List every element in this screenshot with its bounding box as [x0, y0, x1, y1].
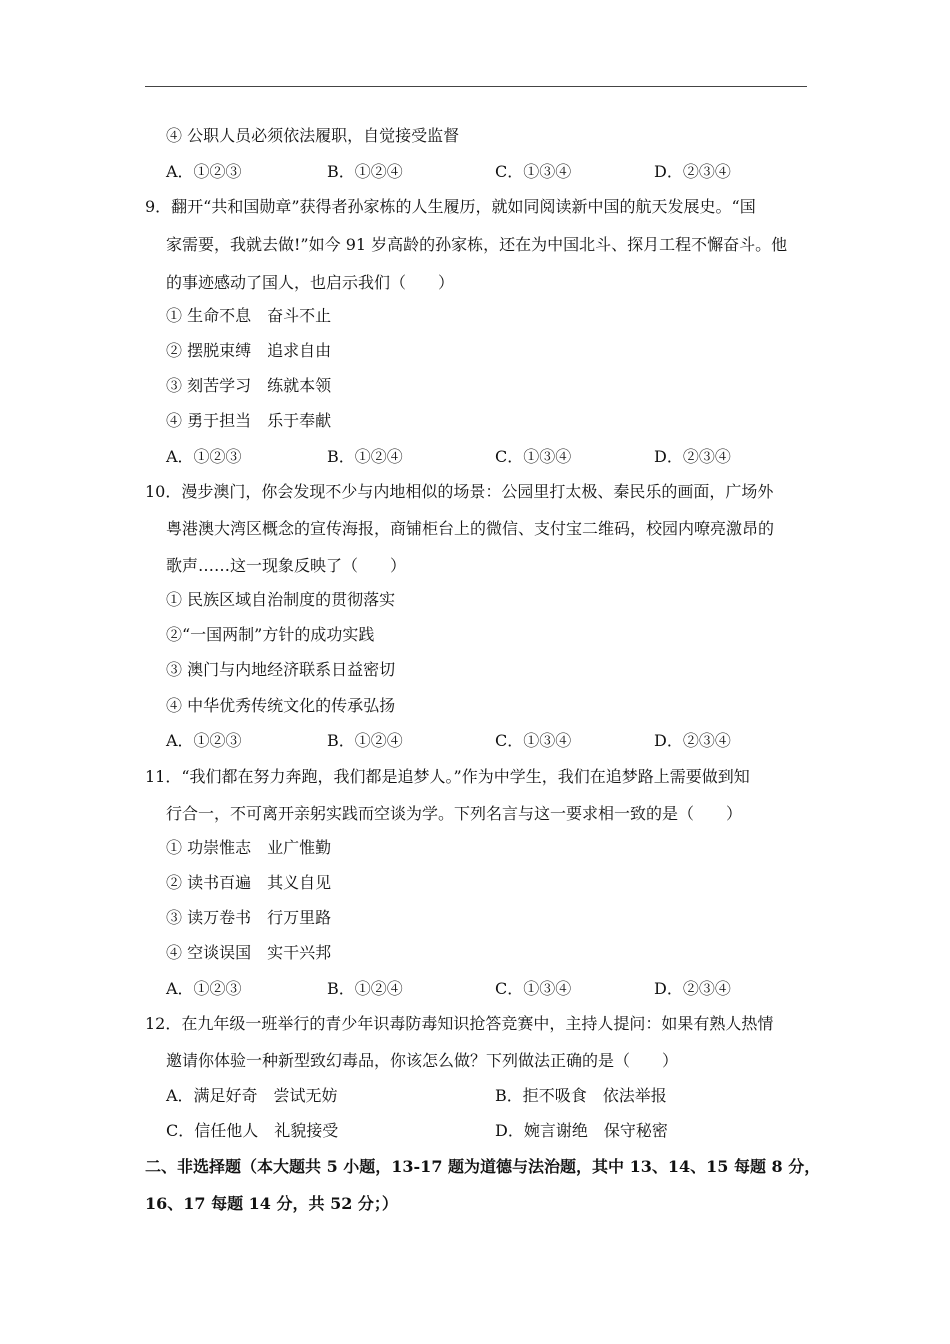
- q11-option-a: A．①②③: [166, 979, 242, 998]
- q9-option-c: C．①③④: [495, 447, 572, 466]
- q9-option-b: B．①②④: [327, 447, 403, 466]
- prev-option-b: B．①②④: [327, 162, 403, 181]
- prev-option-c: C．①③④: [495, 162, 572, 181]
- q10-item-1: ① 民族区域自治制度的贯彻落实: [166, 590, 396, 609]
- q11-stem-line-2: 行合一，不可离开亲躬实践而空谈为学。下列名言与这一要求相一致的是（ ）: [166, 804, 743, 823]
- q11-option-d: D．②③④: [654, 979, 731, 998]
- q10-item-4: ④ 中华优秀传统文化的传承弘扬: [166, 696, 396, 715]
- q9-stem-line-1: 9．翻开“共和国勋章”获得者孙家栋的人生履历，就如同阅读新中国的航天发展史。“国: [145, 197, 756, 216]
- q12-option-d: D．婉言谢绝 保守秘密: [495, 1121, 668, 1140]
- q10-option-d: D．②③④: [654, 731, 731, 750]
- q11-item-1: ① 功崇惟志 业广惟勤: [166, 838, 332, 857]
- q10-item-3: ③ 澳门与内地经济联系日益密切: [166, 660, 396, 679]
- q9-item-1: ① 生命不息 奋斗不止: [166, 306, 332, 325]
- q10-stem-line-1: 10．漫步澳门，你会发现不少与内地相似的场景：公园里打太极、秦民乐的画面，广场外: [145, 482, 774, 501]
- q10-stem-line-2: 粤港澳大湾区概念的宣传海报，商铺柜台上的微信、支付宝二维码，校园内嘹亮激昂的: [166, 519, 775, 538]
- section-2-heading-line-2: 16、17 每题 14 分，共 52 分；）: [145, 1194, 398, 1213]
- q10-stem-line-3: 歌声……这一现象反映了（ ）: [166, 556, 407, 575]
- q9-item-3: ③ 刻苦学习 练就本领: [166, 376, 332, 395]
- q12-stem-line-1: 12．在九年级一班举行的青少年识毒防毒知识抢答竞赛中，主持人提问：如果有熟人热情: [145, 1014, 774, 1033]
- q11-stem-line-1: 11．“我们都在努力奔跑，我们都是追梦人。”作为中学生，我们在追梦路上需要做到知: [145, 767, 750, 786]
- q12-option-b: B．拒不吸食 依法举报: [495, 1086, 667, 1105]
- prev-option-a: A．①②③: [166, 162, 242, 181]
- header-rule: [145, 86, 807, 87]
- prev-item-4: ④ 公职人员必须依法履职，自觉接受监督: [166, 126, 460, 145]
- q9-item-2: ② 摆脱束缚 追求自由: [166, 341, 332, 360]
- q12-option-a: A．满足好奇 尝试无妨: [166, 1086, 338, 1105]
- q9-stem-line-2: 家需要，我就去做!”如今 91 岁高龄的孙家栋，还在为中国北斗、探月工程不懈奋斗。他: [166, 235, 788, 254]
- q10-option-b: B．①②④: [327, 731, 403, 750]
- section-2-heading-line-1: 二、非选择题（本大题共 5 小题，13-17 题为道德与法治题，其中 13、14、15 每题 8 分，: [145, 1157, 821, 1176]
- q11-item-3: ③ 读万卷书 行万里路: [166, 908, 332, 927]
- q11-option-c: C．①③④: [495, 979, 572, 998]
- q11-item-4: ④ 空谈误国 实干兴邦: [166, 943, 332, 962]
- q12-option-c: C．信任他人 礼貌接受: [166, 1121, 339, 1140]
- prev-option-d: D．②③④: [654, 162, 731, 181]
- q9-option-a: A．①②③: [166, 447, 242, 466]
- q11-item-2: ② 读书百遍 其义自见: [166, 873, 332, 892]
- q9-option-d: D．②③④: [654, 447, 731, 466]
- q12-stem-line-2: 邀请你体验一种新型致幻毒品，你该怎么做？下列做法正确的是（ ）: [166, 1051, 679, 1070]
- q10-option-a: A．①②③: [166, 731, 242, 750]
- q10-item-2: ②“一国两制”方针的成功实践: [166, 625, 375, 644]
- q9-item-4: ④ 勇于担当 乐于奉献: [166, 411, 332, 430]
- q11-option-b: B．①②④: [327, 979, 403, 998]
- q10-option-c: C．①③④: [495, 731, 572, 750]
- q9-stem-line-3: 的事迹感动了国人，也启示我们（ ）: [166, 273, 455, 292]
